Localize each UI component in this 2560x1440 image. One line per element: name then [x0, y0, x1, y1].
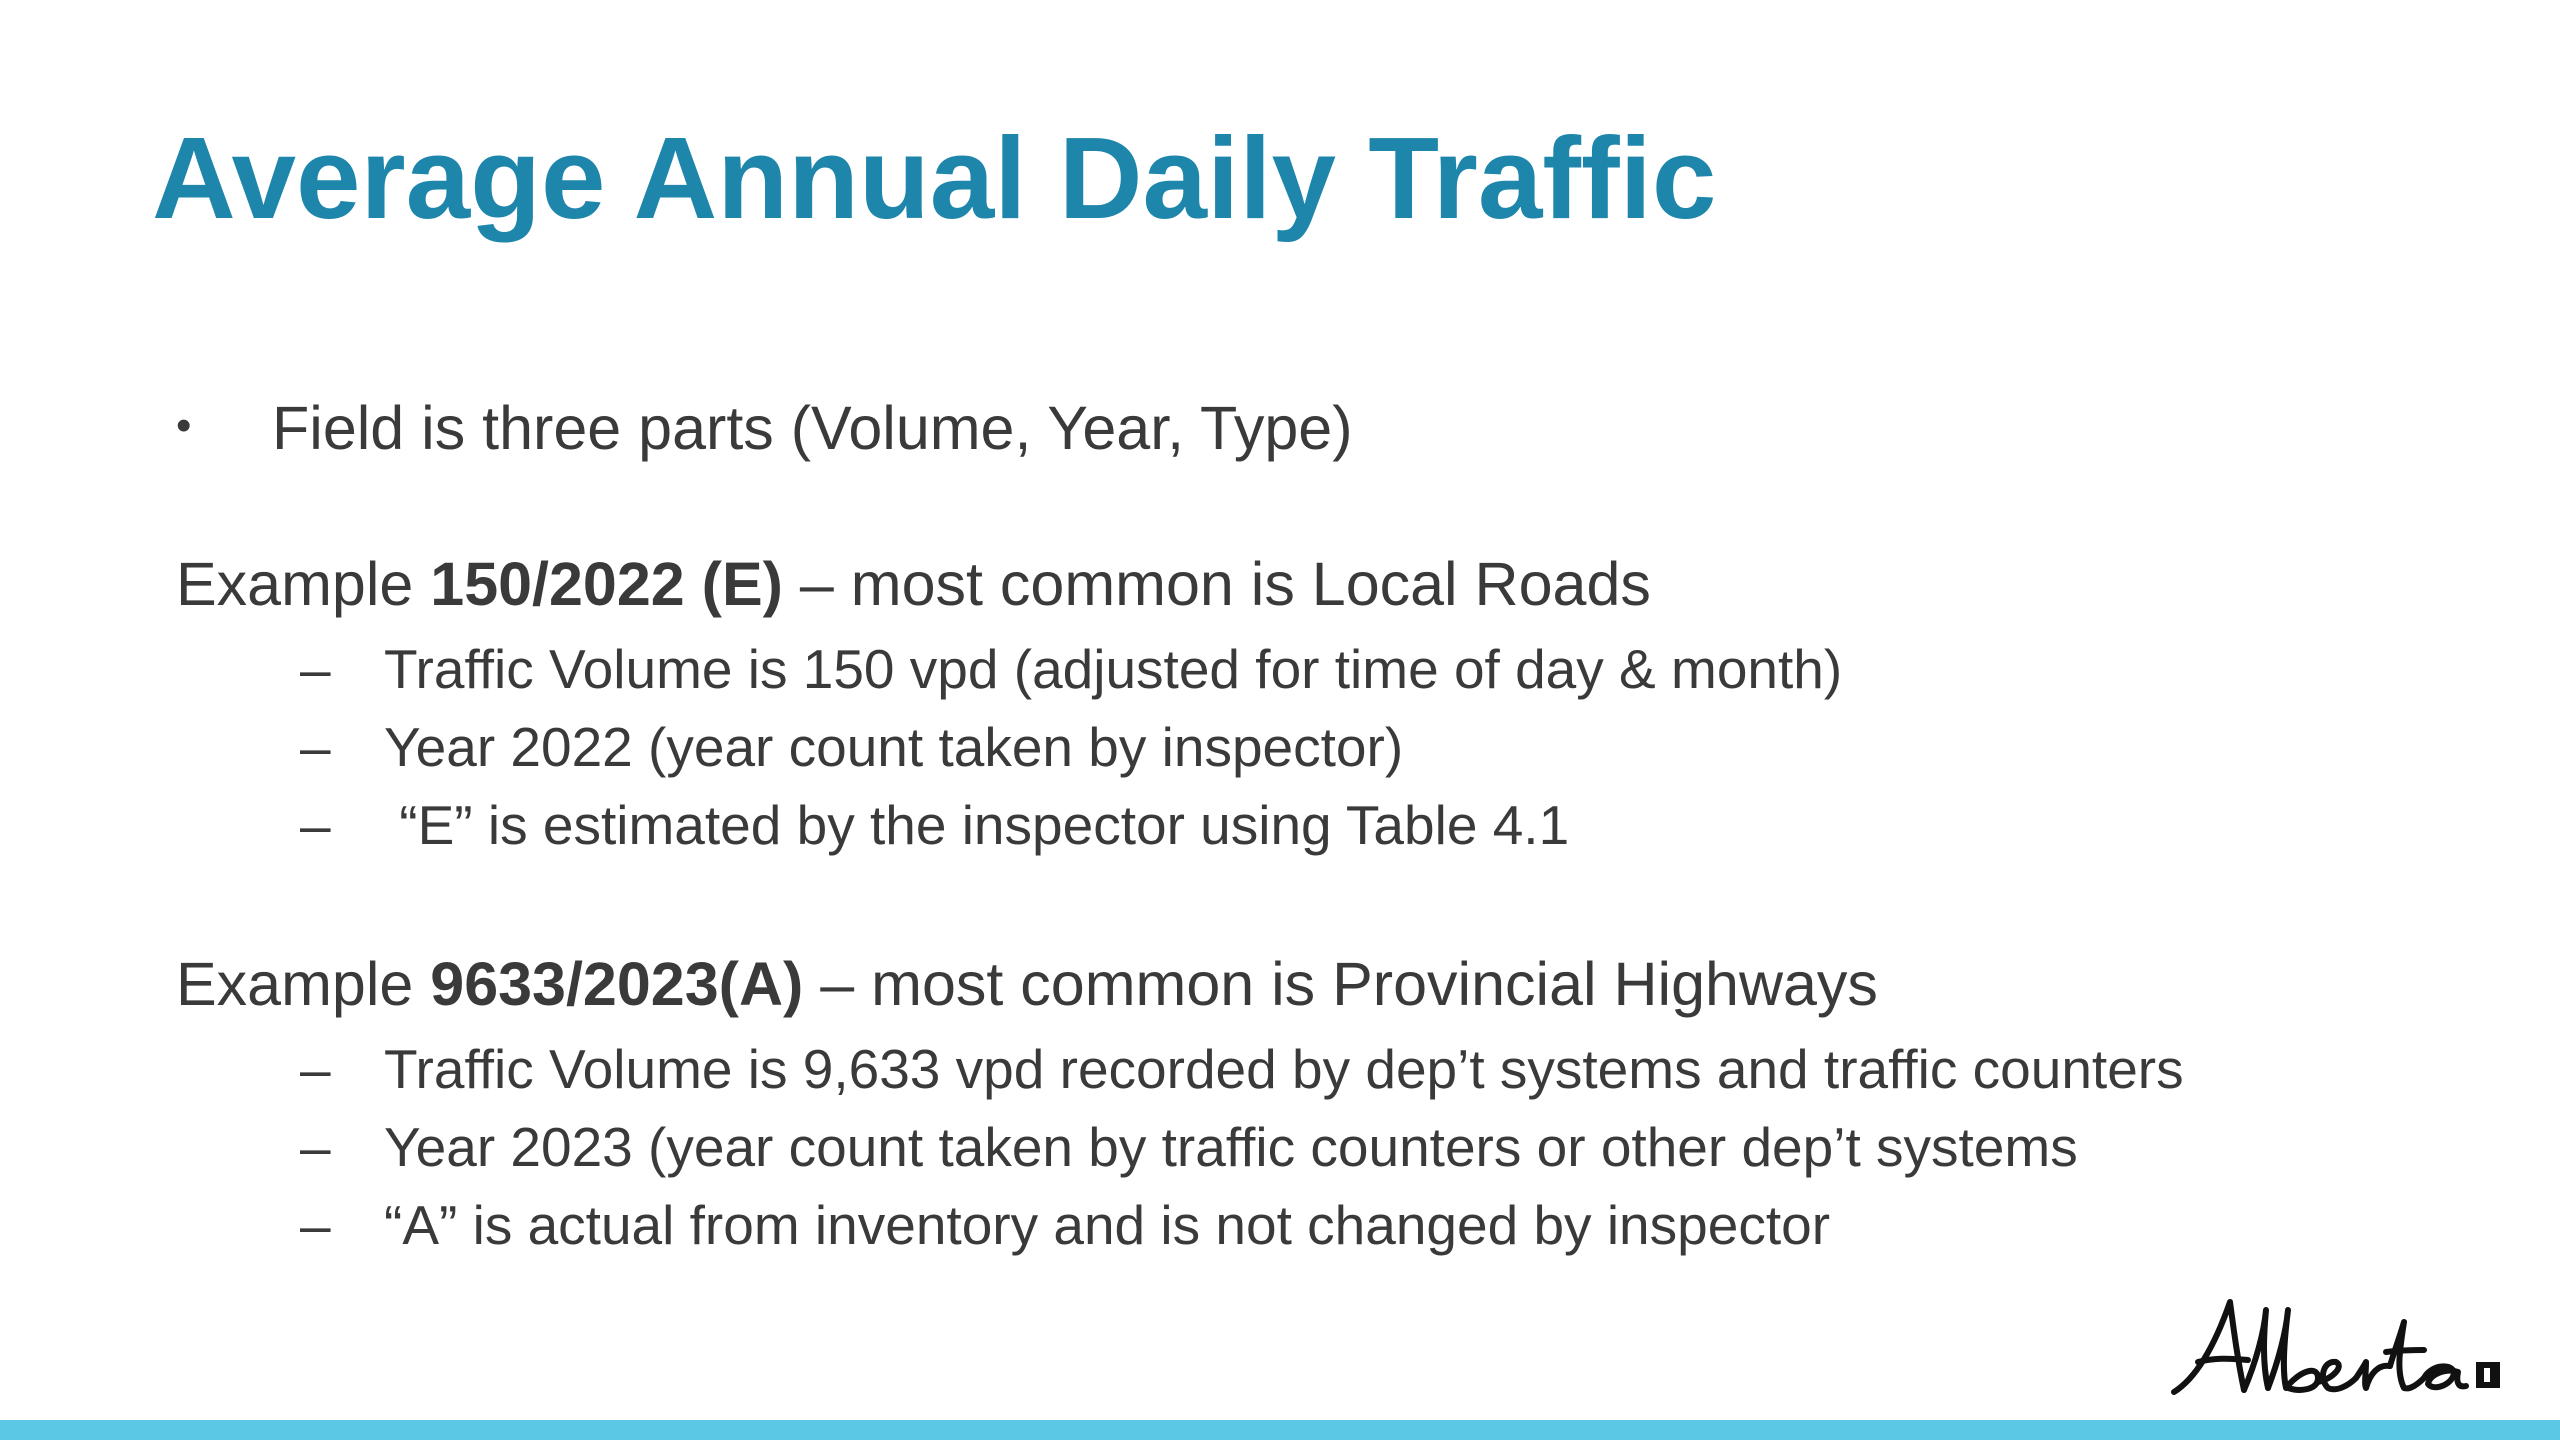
example-suffix: – most common is Local Roads — [782, 550, 1651, 618]
example-heading-1 — [176, 548, 1651, 621]
example-prefix: Example — [176, 950, 431, 1018]
example-1-item — [300, 792, 1569, 858]
bullet-item — [176, 392, 1353, 465]
dash-icon: – — [300, 1038, 331, 1100]
alberta-logo-icon — [2168, 1292, 2508, 1402]
bottom-accent-bar — [0, 1420, 2560, 1440]
example-2-item — [300, 1192, 1830, 1258]
example-code: 9633/2023(A) — [430, 950, 804, 1018]
example-item-text: “E” is estimated by the inspector using Table 4.1 — [384, 794, 1570, 856]
slide-title: Average Annual Daily Traffic — [152, 113, 1717, 243]
example-heading-2 — [176, 948, 1878, 1021]
example-item-text: Year 2022 (year count taken by inspector) — [384, 716, 1404, 778]
example-2-item — [300, 1036, 2184, 1102]
dash-icon: – — [300, 638, 331, 700]
dash-icon: – — [300, 1116, 331, 1178]
example-item-text: Traffic Volume is 9,633 vpd recorded by dep’t systems and traffic counters — [384, 1038, 2184, 1100]
example-code: 150/2022 (E) — [430, 550, 783, 618]
bullet-icon: • — [176, 401, 192, 451]
example-item-text: Year 2023 (year count taken by traffic counters or other dep’t systems — [384, 1116, 2078, 1178]
example-item-text: “A” is actual from inventory and is not changed by inspector — [384, 1194, 1831, 1256]
dash-icon: – — [300, 794, 331, 856]
dash-icon: – — [300, 1194, 331, 1256]
example-item-text: Traffic Volume is 150 vpd (adjusted for time of day & month) — [384, 638, 1843, 700]
example-1-item — [300, 636, 1842, 702]
example-suffix: – most common is Provincial Highways — [803, 950, 1878, 1018]
bullet-text: Field is three parts (Volume, Year, Type) — [272, 394, 1353, 462]
example-prefix: Example — [176, 550, 431, 618]
example-1-item — [300, 714, 1403, 780]
example-2-item — [300, 1114, 2078, 1180]
dash-icon: – — [300, 716, 331, 778]
